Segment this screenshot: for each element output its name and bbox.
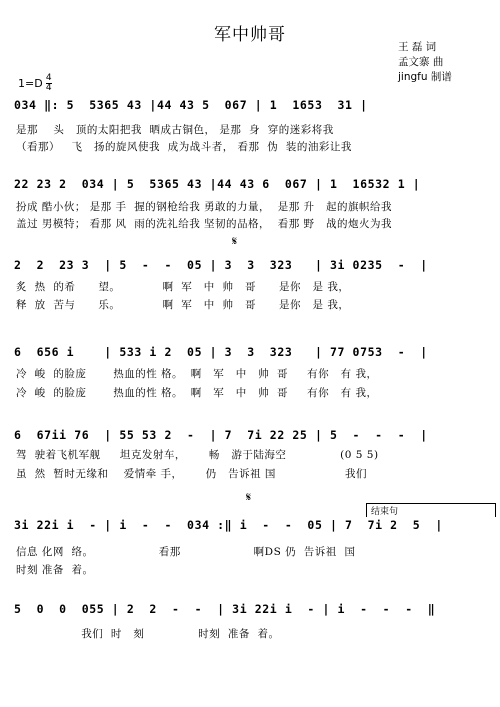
time-signature [46, 74, 52, 93]
lyric-line-1b: （看那） 飞 扬的旋风使我 成为战斗者， 看那 伪 装的油彩让我 [16, 141, 352, 153]
lyric-line-2b: 盖过 男模特； 看那 风 雨的洗礼给我 坚韧的品格， 看那 野 战的炮火为我 [16, 218, 393, 230]
key-signature [18, 74, 52, 93]
lyric-line-3b: 释 放 苦与 乐。 啊 军 中 帅 哥 是你 是 我， [16, 299, 350, 311]
notation-line-6: 3i 22i i - | i - - 034 :‖ i - - 05 | 7 7i 2 5 | [14, 518, 443, 532]
notation-line-4: 6 656 i | 533 i 2 05 | 3 3 323 | 77 0753 - | [14, 345, 428, 359]
segno-sign: 𝄋 [232, 234, 238, 248]
lyric-line-7a: 我们 时 刻 时刻 准备 着。 [16, 628, 280, 640]
lyric-line-5b: 虽 然 暂时无缘和 爱情牵 手， 仍 告诉祖 国 我们 [16, 468, 367, 480]
notation-line-1: 034 ‖: 5 5365 43 |44 43 5 067 | 1 1653 31 | [14, 98, 368, 112]
lyric-line-4a: 冷 峻 的脸庞 热血的性 格。 啊 军 中 帅 哥 有你 有 我， [16, 368, 378, 380]
lyricist-credit: 王 磊 词 [398, 41, 437, 53]
lyric-line-2a: 扮成 酷小伙； 是那 手 握的钢枪给我 勇敢的力量， 是那 升 起的旗帜给我 [16, 201, 393, 213]
lyric-line-6a: 信息 化网 络。 看那 啊DS 仍 告诉祖 国 [16, 546, 356, 558]
lyric-line-6b: 时刻 准备 着。 [16, 564, 94, 576]
composer-credit: 孟文寨 曲 [398, 56, 444, 68]
lyric-line-5a: 驾 驶着飞机军舰 坦克发射车， 畅 游于陆海空 (0 5 5) [16, 449, 379, 461]
notation-line-3: 2 2 23 3 | 5 - - 05 | 3 3 323 | 3i 0235 - | [14, 258, 428, 272]
notation-line-2: 22 23 2 034 | 5 5365 43 |44 43 6 067 | 1 16532 1 | [14, 177, 421, 191]
song-title: 军中帅哥 [214, 25, 286, 45]
lyric-line-4b: 冷 峻 的脸庞 热血的性 格。 啊 军 中 帅 哥 有你 有 我， [16, 387, 378, 399]
credits-block [398, 40, 493, 85]
end-phrase-label: 结束句 [366, 503, 496, 517]
lyric-line-1a: 是那 头 顶的太阳把我 晒成古铜色， 是那 身 穿的迷彩将我 [16, 124, 334, 136]
notation-line-7: 5 0 0 055 | 2 2 - - | 3i 22i i - | i - - - ‖ [14, 602, 436, 616]
key-label: 1=D [18, 77, 43, 90]
notation-line-5: 6 67ii 76 | 55 53 2 - | 7 7i 22 25 | 5 - - - | [14, 428, 428, 442]
segno-sign-2: 𝄋 [246, 490, 252, 504]
time-denominator: 4 [45, 83, 52, 93]
time-numerator: 4 [45, 73, 52, 83]
lyric-line-3a: 炙 热 的希 望。 啊 军 中 帅 哥 是你 是 我， [16, 281, 350, 293]
maker-credit: jingfu 制谱 [398, 71, 452, 83]
